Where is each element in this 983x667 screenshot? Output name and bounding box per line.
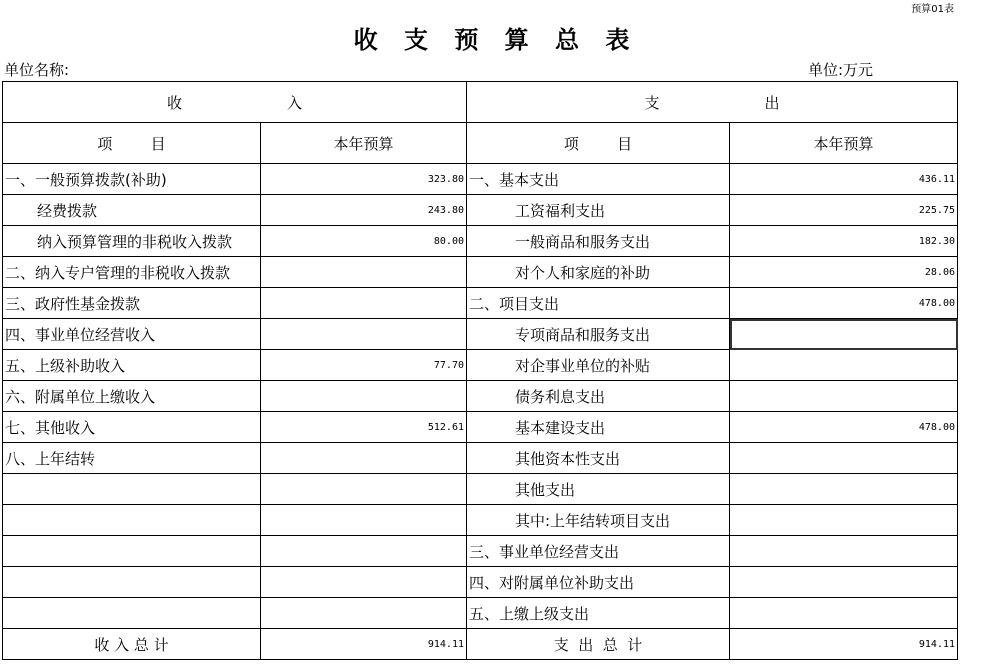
income-item-cell[interactable]: 八、上年结转 [3,443,261,474]
expense-total-label[interactable]: 支 出 总 计 [467,629,730,660]
income-item-cell[interactable] [3,474,261,505]
expense-item-header[interactable]: 项 目 [467,123,730,164]
income-value-cell[interactable] [261,505,467,536]
income-item-cell[interactable]: 四、事业单位经营收入 [3,319,261,350]
budget-table [2,81,958,660]
header-row-sections [3,82,958,123]
expense-value-cell[interactable] [730,381,958,412]
expense-value-cell[interactable] [730,505,958,536]
income-value-cell[interactable]: 243.80 [261,195,467,226]
table-row [3,412,958,443]
expense-value-cell[interactable]: 225.75 [730,195,958,226]
expense-value-cell[interactable] [730,598,958,629]
expense-total-value[interactable]: 914.11 [730,629,958,660]
income-item-cell[interactable]: 二、纳入专户管理的非税收入拨款 [3,257,261,288]
income-value-cell[interactable]: 77.70 [261,350,467,381]
income-value-cell[interactable]: 80.00 [261,226,467,257]
expense-value-cell[interactable]: 478.00 [730,288,958,319]
income-budget-header[interactable]: 本年预算 [261,123,467,164]
table-row [3,381,958,412]
expense-item-cell[interactable]: 一般商品和服务支出 [467,226,730,257]
income-value-cell[interactable] [261,443,467,474]
expense-item-cell[interactable]: 专项商品和服务支出 [467,319,730,350]
expense-value-cell[interactable] [730,443,958,474]
expense-item-cell[interactable]: 其他资本性支出 [467,443,730,474]
income-value-cell[interactable]: 512.61 [261,412,467,443]
expense-value-cell[interactable]: 182.30 [730,226,958,257]
table-row [3,226,958,257]
expense-value-cell[interactable] [730,567,958,598]
income-item-cell[interactable] [3,567,261,598]
income-item-cell[interactable] [3,536,261,567]
table-row [3,257,958,288]
form-number: 预算01表 [911,4,954,15]
table-row [3,505,958,536]
income-header[interactable]: 收 入 [3,82,467,123]
income-value-cell[interactable] [261,257,467,288]
expense-item-cell[interactable]: 一、基本支出 [467,164,730,195]
income-item-cell[interactable]: 经费拨款 [3,195,261,226]
expense-item-cell[interactable]: 对企事业单位的补贴 [467,350,730,381]
expense-item-cell[interactable]: 其他支出 [467,474,730,505]
income-value-cell[interactable] [261,598,467,629]
table-row [3,350,958,381]
expense-value-cell[interactable]: 28.06 [730,257,958,288]
income-total-value[interactable]: 914.11 [261,629,467,660]
income-item-cell[interactable]: 三、政府性基金拨款 [3,288,261,319]
expense-budget-header[interactable]: 本年预算 [730,123,958,164]
expense-item-cell[interactable]: 工资福利支出 [467,195,730,226]
income-item-cell[interactable] [3,598,261,629]
expense-item-cell[interactable]: 四、对附属单位补助支出 [467,567,730,598]
income-value-cell[interactable] [261,474,467,505]
table-row [3,164,958,195]
income-value-cell[interactable] [261,319,467,350]
income-item-cell[interactable]: 一、一般预算拨款(补助) [3,164,261,195]
income-value-cell[interactable] [261,567,467,598]
page-title: 收 支 预 算 总 表 [353,26,630,54]
table-row [3,474,958,505]
expense-value-cell[interactable] [730,474,958,505]
table-row [3,195,958,226]
header-row-columns [3,123,958,164]
unit-name-label: 单位名称: [4,61,70,79]
expense-value-cell[interactable] [730,536,958,567]
income-value-cell[interactable]: 323.80 [261,164,467,195]
income-item-cell[interactable]: 六、附属单位上缴收入 [3,381,261,412]
expense-item-cell[interactable]: 五、上缴上级支出 [467,598,730,629]
income-item-cell[interactable]: 纳入预算管理的非税收入拨款 [3,226,261,257]
expense-value-cell[interactable]: 436.11 [730,164,958,195]
table-row [3,288,958,319]
expense-value-cell[interactable] [730,350,958,381]
income-item-cell[interactable] [3,505,261,536]
income-value-cell[interactable] [261,381,467,412]
totals-row [3,629,958,660]
income-item-cell[interactable]: 五、上级补助收入 [3,350,261,381]
selected-cell[interactable] [730,319,958,350]
income-value-cell[interactable] [261,536,467,567]
income-total-label[interactable]: 收 入 总 计 [3,629,261,660]
table-row [3,598,958,629]
income-item-header[interactable]: 项 目 [3,123,261,164]
expense-item-cell[interactable]: 对个人和家庭的补助 [467,257,730,288]
table-row [3,567,958,598]
income-value-cell[interactable] [261,288,467,319]
income-item-cell[interactable]: 七、其他收入 [3,412,261,443]
expense-item-cell[interactable]: 二、项目支出 [467,288,730,319]
unit-label: 单位:万元 [808,61,874,79]
table-row [3,319,958,350]
expense-item-cell[interactable]: 债务利息支出 [467,381,730,412]
table-row [3,443,958,474]
table-row [3,536,958,567]
expense-value-cell[interactable]: 478.00 [730,412,958,443]
expense-item-cell[interactable]: 三、事业单位经营支出 [467,536,730,567]
expense-item-cell[interactable]: 基本建设支出 [467,412,730,443]
expense-header[interactable]: 支 出 [467,82,958,123]
expense-item-cell[interactable]: 其中:上年结转项目支出 [467,505,730,536]
